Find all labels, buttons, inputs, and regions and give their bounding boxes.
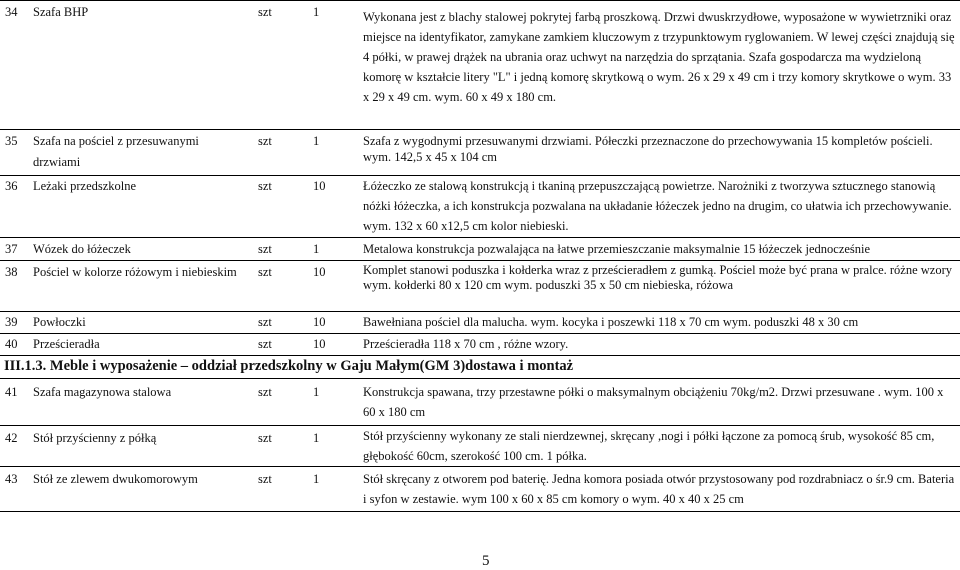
table-border — [0, 260, 960, 261]
row-number: 39 — [5, 315, 18, 329]
page-number: 5 — [482, 553, 490, 569]
item-description: Łóżeczko ze stalową konstrukcją i tkaniną przepuszczającą powietrze. Narożniki z tworzywa sztucznego stanowią nóżki łóżeczka, a ich konstrukcja pozwalana na układanie łóżeczek jedno na drugim, co ułatwia ich przechowywanie. wym. 132 x 60 x12,5 cm kolor niebieski. — [363, 179, 952, 233]
table-border — [0, 378, 960, 379]
item-description: Stół przyścienny wykonany ze stali nierdzewnej, skręcany ,nogi i półki łączone za pomocą śrub, wysokość 85 cm, głębokość 60cm, szerokość 100 cm. 1 półka. — [363, 429, 935, 463]
item-description: Stół skręcany z otworem pod baterię. Jedna komora posiada otwór przystosowany pod rozdrabniacz o śr.9 cm. Bateria i syfon w zestawie. wym 100 x 60 x 85 cm komory o wym. 40 x 40 x 25 cm — [363, 472, 955, 506]
unit: szt — [258, 179, 272, 193]
section-heading: III.1.3. Meble i wyposażenie – oddział przedszkolny w Gaju Małym(GM 3)dostawa i montaż — [4, 358, 574, 374]
row-number: 34 — [5, 5, 18, 19]
item-description: Komplet stanowi poduszka i kołderka wraz z prześcieradłem z gumką. Pościel może być prana w pralce. różne wzory wym. kołderki 80 x 120 cm wym. poduszki 35 x 50 cm niebieska, różowa — [363, 263, 953, 292]
unit: szt — [258, 337, 272, 351]
unit: szt — [258, 385, 272, 399]
table-border — [0, 466, 960, 467]
row-number: 38 — [5, 265, 18, 279]
table-border — [0, 355, 960, 356]
unit: szt — [258, 134, 272, 148]
table-border — [0, 0, 960, 1]
table-border — [0, 237, 960, 238]
unit: szt — [258, 265, 272, 279]
quantity: 1 — [313, 134, 320, 148]
quantity: 10 — [313, 265, 326, 279]
row-number: 37 — [5, 242, 18, 256]
quantity: 1 — [313, 431, 320, 445]
unit: szt — [258, 242, 272, 256]
item-description: Wykonana jest z blachy stalowej pokrytej farbą proszkową. Drzwi dwuskrzydłowe, wyposażone w wywietrzniki oraz miejsce na identyfikator, zamykane zamkiem kluczowym z trzypunktowym ryglowaniem. W lewej części znajdują się 4 półki, w prawej drążek na ubrania oraz uchwyt na narzędzia do sprzątania. Szafa gospodarcza ma wydzieloną komorę w kształcie litery "L" i jedną komorę skrytkową o wym. 26 x 29 x 49 cm i trzy komory skrytkowe o wym. 33 x 29 x 49 cm. wym. 60 x 49 x 180 cm. — [363, 10, 955, 104]
item-description: Bawełniana pościel dla malucha. wym. kocyka i poszewki 118 x 70 cm wym. poduszki 48 x 30 cm — [363, 315, 859, 329]
table-border — [0, 129, 960, 130]
unit: szt — [258, 472, 272, 486]
quantity: 1 — [313, 5, 320, 19]
unit: szt — [258, 5, 272, 19]
quantity: 1 — [313, 472, 320, 486]
row-number: 41 — [5, 385, 18, 399]
item-name: Stół ze zlewem dwukomorowym — [33, 472, 198, 486]
row-number: 35 — [5, 134, 18, 148]
item-name: Powłoczki — [33, 315, 86, 329]
item-description: Konstrukcja spawana, trzy przestawne półki o maksymalnym obciążeniu 70kg/m2. Drzwi przesuwane . wym. 100 x 60 x 180 cm — [363, 385, 944, 419]
quantity: 10 — [313, 179, 326, 193]
quantity: 10 — [313, 315, 326, 329]
item-name: Szafa magazynowa stalowa — [33, 385, 172, 399]
item-name: Pościel w kolorze różowym i niebieskim — [33, 265, 237, 279]
item-name: Szafa BHP — [33, 5, 89, 19]
unit: szt — [258, 431, 272, 445]
item-description: Metalowa konstrukcja pozwalająca na łatwe przemieszczanie maksymalnie 15 łóżeczek jednocześnie — [363, 242, 871, 256]
row-number: 42 — [5, 431, 18, 445]
row-number: 36 — [5, 179, 18, 193]
row-number: 40 — [5, 337, 18, 351]
item-name: Leżaki przedszkolne — [33, 179, 137, 193]
item-description: Prześcieradła 118 x 70 cm , różne wzory. — [363, 337, 569, 351]
item-name: Prześcieradła — [33, 337, 100, 351]
table-border — [0, 511, 960, 512]
item-name: Wózek do łóżeczek — [33, 242, 131, 256]
unit: szt — [258, 315, 272, 329]
row-number: 43 — [5, 472, 18, 486]
item-description: Szafa z wygodnymi przesuwanymi drzwiami. Półeczki przeznaczone do przechowywania 15 kompletów pościeli. wym. 142,5 x 45 x 104 cm — [363, 134, 933, 164]
item-name: Stół przyścienny z półką — [33, 431, 157, 445]
quantity: 1 — [313, 242, 320, 256]
quantity: 10 — [313, 337, 326, 351]
item-name: Szafa na pościel z przesuwanymi drzwiami — [33, 134, 199, 169]
quantity: 1 — [313, 385, 320, 399]
